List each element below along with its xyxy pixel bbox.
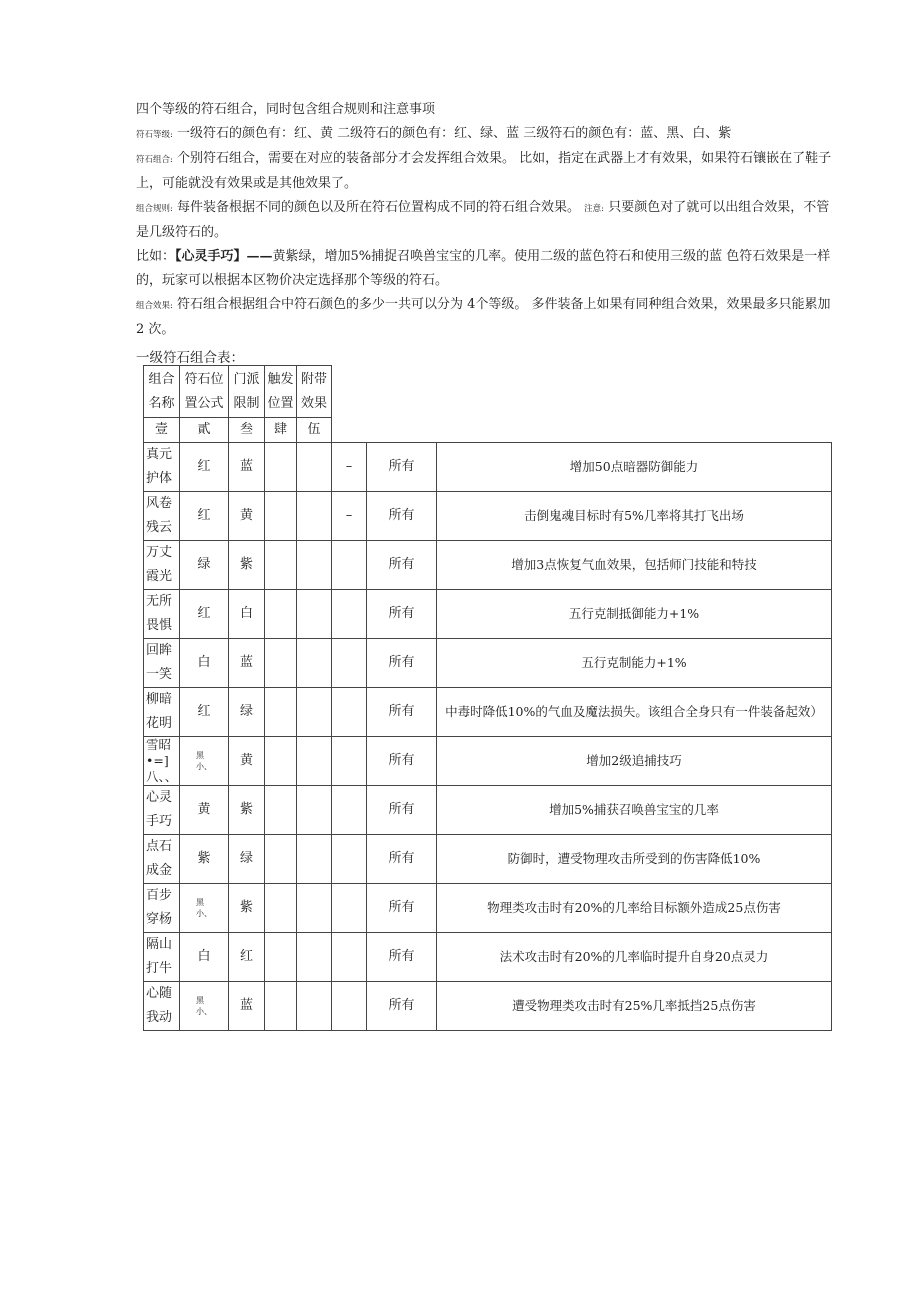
rune-color-4 [297, 786, 332, 835]
table-row [144, 443, 832, 492]
combo-name: 真元 护体 [144, 443, 180, 492]
rune-color-1: 紫 [180, 835, 229, 884]
numeral-cell: 伍 [297, 418, 332, 443]
rule-text: 每件装备根据不同的颜色以及所在符石位置构成不同的符石组合效果。 [177, 200, 581, 215]
table-row [144, 688, 832, 737]
rune-color-3 [265, 443, 297, 492]
levels-paragraph [136, 122, 836, 147]
sect-cell: 所有 [367, 688, 437, 737]
rune-color-4 [297, 737, 332, 786]
intro-title: 四个等级的符石组合，同时包含组合规则和注意事项 [136, 102, 436, 117]
table-row [144, 786, 832, 835]
combo-paragraph [136, 147, 836, 196]
rune-color-2: 紫 [229, 786, 265, 835]
combo-name: 心随 我动 [144, 982, 180, 1031]
rune-color-4 [297, 443, 332, 492]
rune-color-1: 黄 [180, 786, 229, 835]
rune-color-2: 黄 [229, 737, 265, 786]
table-row [144, 933, 832, 982]
rune-color-3 [265, 835, 297, 884]
rune-color-4 [297, 639, 332, 688]
sect-cell: 所有 [367, 590, 437, 639]
combo-name: 心灵 手巧 [144, 786, 180, 835]
combo-name: 百步 穿杨 [144, 884, 180, 933]
example-paragraph [136, 245, 836, 293]
rune-color-2: 蓝 [229, 443, 265, 492]
effect-cell: 五行克制抵御能力+1% [437, 590, 832, 639]
rune-color-2: 蓝 [229, 982, 265, 1031]
rune-color-2: 紫 [229, 541, 265, 590]
sect-cell: 所有 [367, 786, 437, 835]
combo-name: 无所 畏惧 [144, 590, 180, 639]
effect-cell: 击倒鬼魂目标时有5%几率将其打飞出场 [437, 492, 832, 541]
rune-color-4 [297, 884, 332, 933]
levels-text: 一级符石的颜色有：红、黄 二级符石的颜色有：红、绿、蓝 三级符石的颜色有：蓝、黑、白、紫 [177, 126, 732, 141]
rune-color-3 [265, 933, 297, 982]
sect-cell: 所有 [367, 737, 437, 786]
table-row [144, 884, 832, 933]
rune-color-1: 黑 小、 [180, 884, 229, 933]
dash-cell [332, 982, 367, 1031]
dash-cell [332, 884, 367, 933]
sect-cell: 所有 [367, 443, 437, 492]
rune-color-2: 绿 [229, 835, 265, 884]
header-cell: 门派 限制 [229, 366, 265, 418]
effect-cell: 中毒时降低10%的气血及魔法损失。该组合全身只有一件装备起效） [437, 688, 832, 737]
table-row [144, 737, 832, 786]
rune-color-2: 蓝 [229, 639, 265, 688]
combo-name: 万丈 霞光 [144, 541, 180, 590]
sect-cell: 所有 [367, 835, 437, 884]
rune-color-3 [265, 737, 297, 786]
rune-color-1: 白 [180, 639, 229, 688]
table-row [144, 982, 832, 1031]
rune-color-1: 红 [180, 492, 229, 541]
rune-color-1: 白 [180, 933, 229, 982]
example-prefix: 比如： [136, 249, 176, 264]
sect-cell: 所有 [367, 884, 437, 933]
dash-cell [332, 639, 367, 688]
effect-cell: 物理类攻击时有20%的几率给目标额外造成25点伤害 [437, 884, 832, 933]
rule-paragraph [136, 196, 836, 245]
dash-cell [332, 590, 367, 639]
effect-cell: 法术攻击时有20%的几率临时提升自身20点灵力 [437, 933, 832, 982]
combo-text: 个别符石组合，需要在对应的装备部分才会发挥组合效果。 比如，指定在武器上才有效果，如果符石镶嵌在了鞋子上，可能就没有效果或是其他效果了。 [136, 151, 832, 191]
combo-name: 点石 成金 [144, 835, 180, 884]
rune-color-3 [265, 541, 297, 590]
dash-cell [332, 737, 367, 786]
effect-cell: 增加2级追捕技巧 [437, 737, 832, 786]
sect-cell: 所有 [367, 541, 437, 590]
numeral-cell: 叁 [229, 418, 265, 443]
effect-cell: 防御时，遭受物理攻击所受到的伤害降低10% [437, 835, 832, 884]
header-cell: 附带 效果 [297, 366, 332, 418]
example-name: 【心灵手巧】—— [175, 249, 273, 264]
rune-color-1: 绿 [180, 541, 229, 590]
rune-color-1: 黑 小、 [180, 982, 229, 1031]
table-title: 一级符石组合表： [136, 350, 244, 366]
dash-cell: – [332, 443, 367, 492]
table-row [144, 541, 832, 590]
combo-name: 风卷 残云 [144, 492, 180, 541]
effect-cell: 增加3点恢复气血效果，包括师门技能和特技 [437, 541, 832, 590]
rune-color-1: 红 [180, 443, 229, 492]
rune-color-1: 黑 小、 [180, 737, 229, 786]
rune-color-3 [265, 688, 297, 737]
rune-color-3 [265, 590, 297, 639]
dash-cell [332, 688, 367, 737]
rune-color-3 [265, 982, 297, 1031]
note-label: 注意: [584, 204, 605, 214]
note-text: 只要颜色对了就可以出组合效果，不管是几级符石的。 [136, 200, 830, 240]
numeral-row [144, 418, 832, 443]
header-cell: 组合 名称 [144, 366, 180, 418]
rune-color-2: 绿 [229, 688, 265, 737]
effect-label: 组合效果: [136, 301, 173, 311]
rune-color-4 [297, 933, 332, 982]
levels-label: 符石等级: [136, 130, 173, 140]
combo-label: 符石组合: [136, 155, 173, 165]
header-cell: 触发 位置 [265, 366, 297, 418]
table-row [144, 835, 832, 884]
combo-table [143, 365, 832, 1031]
rune-color-1: 红 [180, 688, 229, 737]
header-cell: 符石位 置公式 [180, 366, 229, 418]
rule-label: 组合规则: [136, 204, 173, 214]
rune-color-4 [297, 835, 332, 884]
combo-name: 柳暗 花明 [144, 688, 180, 737]
rune-color-4 [297, 982, 332, 1031]
rune-color-4 [297, 492, 332, 541]
numeral-cell: 貳 [180, 418, 229, 443]
example-text: 黄紫绿，增加5%捕捉召唤兽宝宝的几率。使用二级的蓝色符石和使用三级的蓝 色符石效果是一样的，玩家可以根据本区物价决定选择那个等级的符石。 [136, 249, 831, 288]
dash-cell [332, 786, 367, 835]
combo-name: 隔山 打牛 [144, 933, 180, 982]
rune-color-2: 紫 [229, 884, 265, 933]
dash-cell [332, 541, 367, 590]
dash-cell [332, 933, 367, 982]
sect-cell: 所有 [367, 982, 437, 1031]
header-row [144, 366, 832, 418]
effect-paragraph [136, 293, 836, 342]
rune-color-3 [265, 884, 297, 933]
rune-color-4 [297, 541, 332, 590]
rune-color-2: 红 [229, 933, 265, 982]
rune-color-4 [297, 590, 332, 639]
table-row [144, 492, 832, 541]
effect-cell: 增加50点暗器防御能力 [437, 443, 832, 492]
effect-cell: 遭受物理类攻击时有25%几率抵挡25点伤害 [437, 982, 832, 1031]
numeral-cell: 肆 [265, 418, 297, 443]
numeral-cell: 壹 [144, 418, 180, 443]
sect-cell: 所有 [367, 492, 437, 541]
rune-color-2: 白 [229, 590, 265, 639]
combo-name: 雪昭 •=] 八、、 [144, 737, 180, 786]
rune-color-3 [265, 639, 297, 688]
effect-text: 符石组合根据组合中符石颜色的多少一共可以分为 4个等级。 多件装备上如果有同种组合效果，效果最多只能累加 2 次。 [136, 297, 831, 337]
rune-color-4 [297, 688, 332, 737]
table-row [144, 639, 832, 688]
combo-name: 回眸 一笑 [144, 639, 180, 688]
sect-cell: 所有 [367, 933, 437, 982]
rune-color-1: 红 [180, 590, 229, 639]
sect-cell: 所有 [367, 639, 437, 688]
effect-cell: 增加5%捕获召唤兽宝宝的几率 [437, 786, 832, 835]
effect-cell: 五行克制能力+1% [437, 639, 832, 688]
rune-color-3 [265, 786, 297, 835]
rune-color-3 [265, 492, 297, 541]
table-row [144, 590, 832, 639]
dash-cell [332, 835, 367, 884]
rune-color-2: 黄 [229, 492, 265, 541]
intro-section [136, 98, 836, 342]
dash-cell: – [332, 492, 367, 541]
